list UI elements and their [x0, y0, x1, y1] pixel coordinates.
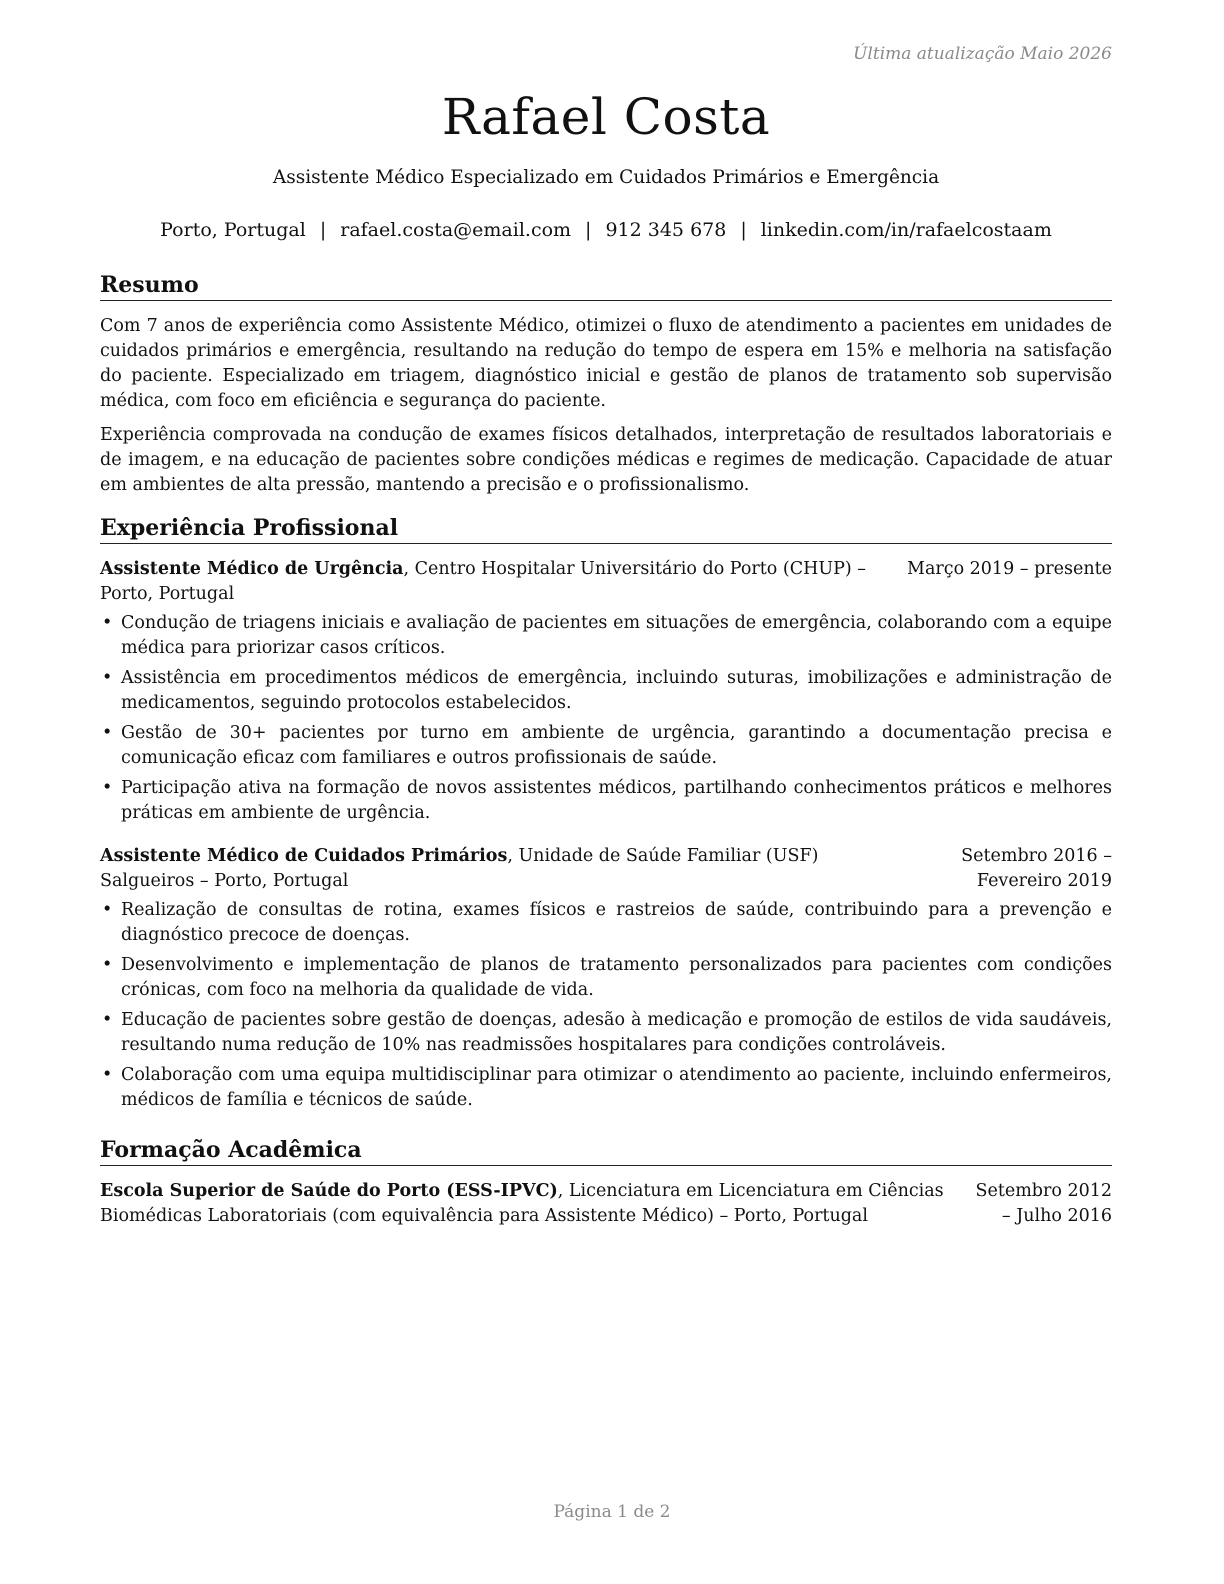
candidate-name: Rafael Costa — [441, 88, 771, 146]
page-number: Página 1 de 2 — [553, 1502, 671, 1522]
experience-section — [100, 515, 1112, 1118]
job-role: Assistente Médico de Cuidados Primários — [100, 846, 508, 866]
contact-separator: | — [319, 219, 327, 241]
contact-linkedin-link[interactable]: linkedin.com/in/rafaelcostaam — [760, 219, 1052, 241]
list-item — [100, 1008, 1112, 1058]
job-bullet-list — [100, 898, 1112, 1113]
job-header — [100, 844, 1112, 894]
bullet-icon: • — [102, 723, 113, 743]
bullet-icon: • — [102, 1010, 113, 1030]
summary-paragraph: Experiência comprovada na condução de exames físicos detalhados, interpretação de resultados laboratoriais e de imagem, e na educação de pacientes sobre condições médicas e regimes de medicação. Capacidade de atuar em ambientes de alta pressão, mantendo a precisão e o profissionalismo. — [100, 425, 1112, 495]
education-header — [100, 1179, 1112, 1229]
bullet-icon: • — [102, 668, 113, 688]
education-dates: Setembro 2012 – Julho 2016 — [967, 1179, 1112, 1229]
bullet-icon: • — [102, 1065, 113, 1085]
education-degree: , Licenciatura em Licenciatura em Ciências Biomédicas Laboratoriais (com equivalência para Assistente Médico) – Porto, Portugal — [100, 1181, 944, 1226]
bullet-icon: • — [102, 900, 113, 920]
education-section — [100, 1137, 1112, 1229]
section-heading-experience: Experiência Profissional — [100, 515, 1112, 544]
contact-separator: | — [740, 219, 747, 241]
list-item — [100, 666, 1112, 716]
bullet-icon: • — [102, 613, 113, 633]
list-item — [100, 898, 1112, 948]
bullet-text: Educação de pacientes sobre gestão de doenças, adesão à medicação e promoção de estilos de vida saudáveis, resultando numa redução de 10% nas readmissões hospitalares para condições controláveis. — [121, 1010, 1112, 1055]
job-organization: , Unidade de Saúde Familiar (USF) Salgueiros – Porto, Portugal — [100, 846, 819, 891]
list-item — [100, 1063, 1112, 1113]
bullet-text: Realização de consultas de rotina, exames físicos e rastreios de saúde, contribuindo para a prevenção e diagnóstico precoce de doenças. — [121, 900, 1112, 945]
bullet-text: Assistência em procedimentos médicos de emergência, incluindo suturas, imobilizações e administração de medicamentos, seguindo protocolos estabelecidos. — [121, 668, 1112, 713]
education-entry — [100, 1179, 1112, 1229]
job-header — [100, 557, 1112, 607]
bullet-icon: • — [102, 778, 113, 798]
contact-phone: 912 345 678 — [605, 219, 727, 241]
contact-email-link[interactable]: rafael.costa@email.com — [340, 219, 572, 241]
job-bullet-list — [100, 611, 1112, 826]
section-heading-summary: Resumo — [100, 272, 1112, 301]
section-heading-education: Formação Acadêmica — [100, 1137, 1112, 1166]
summary-paragraph: Com 7 anos de experiência como Assistente Médico, otimizei o fluxo de atendimento a pacientes em unidades de cuidados primários e emergência, resultando na redução do tempo de espera em 15% e melhoria na satisfação do paciente. Especializado em triagem, diagnóstico inicial e gestão de planos de tratamento sob supervisão médica, com foco em eficiência e segurança do paciente. — [100, 316, 1112, 411]
bullet-text: Colaboração com uma equipa multidisciplinar para otimizar o atendimento ao paciente, incluindo enfermeiros, médicos de família e técnicos de saúde. — [121, 1065, 1112, 1110]
bullet-text: Participação ativa na formação de novos assistentes médicos, partilhando conhecimentos práticos e melhores práticas em ambiente de urgência. — [121, 778, 1112, 823]
bullet-text: Condução de triagens iniciais e avaliação de pacientes em situações de emergência, colaborando com a equipe médica para priorizar casos críticos. — [121, 613, 1112, 658]
contact-separator: | — [585, 219, 592, 241]
list-item — [100, 611, 1112, 661]
professional-title: Assistente Médico Especializado em Cuidados Primários e Emergência — [272, 167, 940, 188]
education-school: Escola Superior de Saúde do Porto (ESS-IPVC) — [100, 1181, 558, 1201]
job-entry — [100, 557, 1112, 826]
job-dates: Março 2019 – presente — [907, 557, 1112, 582]
bullet-text: Gestão de 30+ pacientes por turno em ambiente de urgência, garantindo a documentação precisa e comunicação eficaz com familiares e outros profissionais de saúde. — [121, 723, 1112, 768]
job-entry — [100, 844, 1112, 1113]
job-role: Assistente Médico de Urgência — [100, 559, 404, 579]
list-item — [100, 953, 1112, 1003]
contact-location: Porto, Portugal — [160, 219, 306, 241]
contact-line — [100, 219, 1112, 241]
bullet-text: Desenvolvimento e implementação de planos de tratamento personalizados para pacientes com condições crónicas, com foco na melhoria da qualidade de vida. — [121, 955, 1112, 1000]
list-item — [100, 776, 1112, 826]
summary-section — [100, 272, 1112, 498]
last-updated-note: Última atualização Maio 2026 — [853, 44, 1112, 64]
bullet-icon: • — [102, 955, 113, 975]
list-item — [100, 721, 1112, 771]
job-organization: , Centro Hospitalar Universitário do Porto (CHUP) – Porto, Portugal — [100, 559, 867, 604]
job-dates: Setembro 2016 – Fevereiro 2019 — [912, 844, 1112, 894]
